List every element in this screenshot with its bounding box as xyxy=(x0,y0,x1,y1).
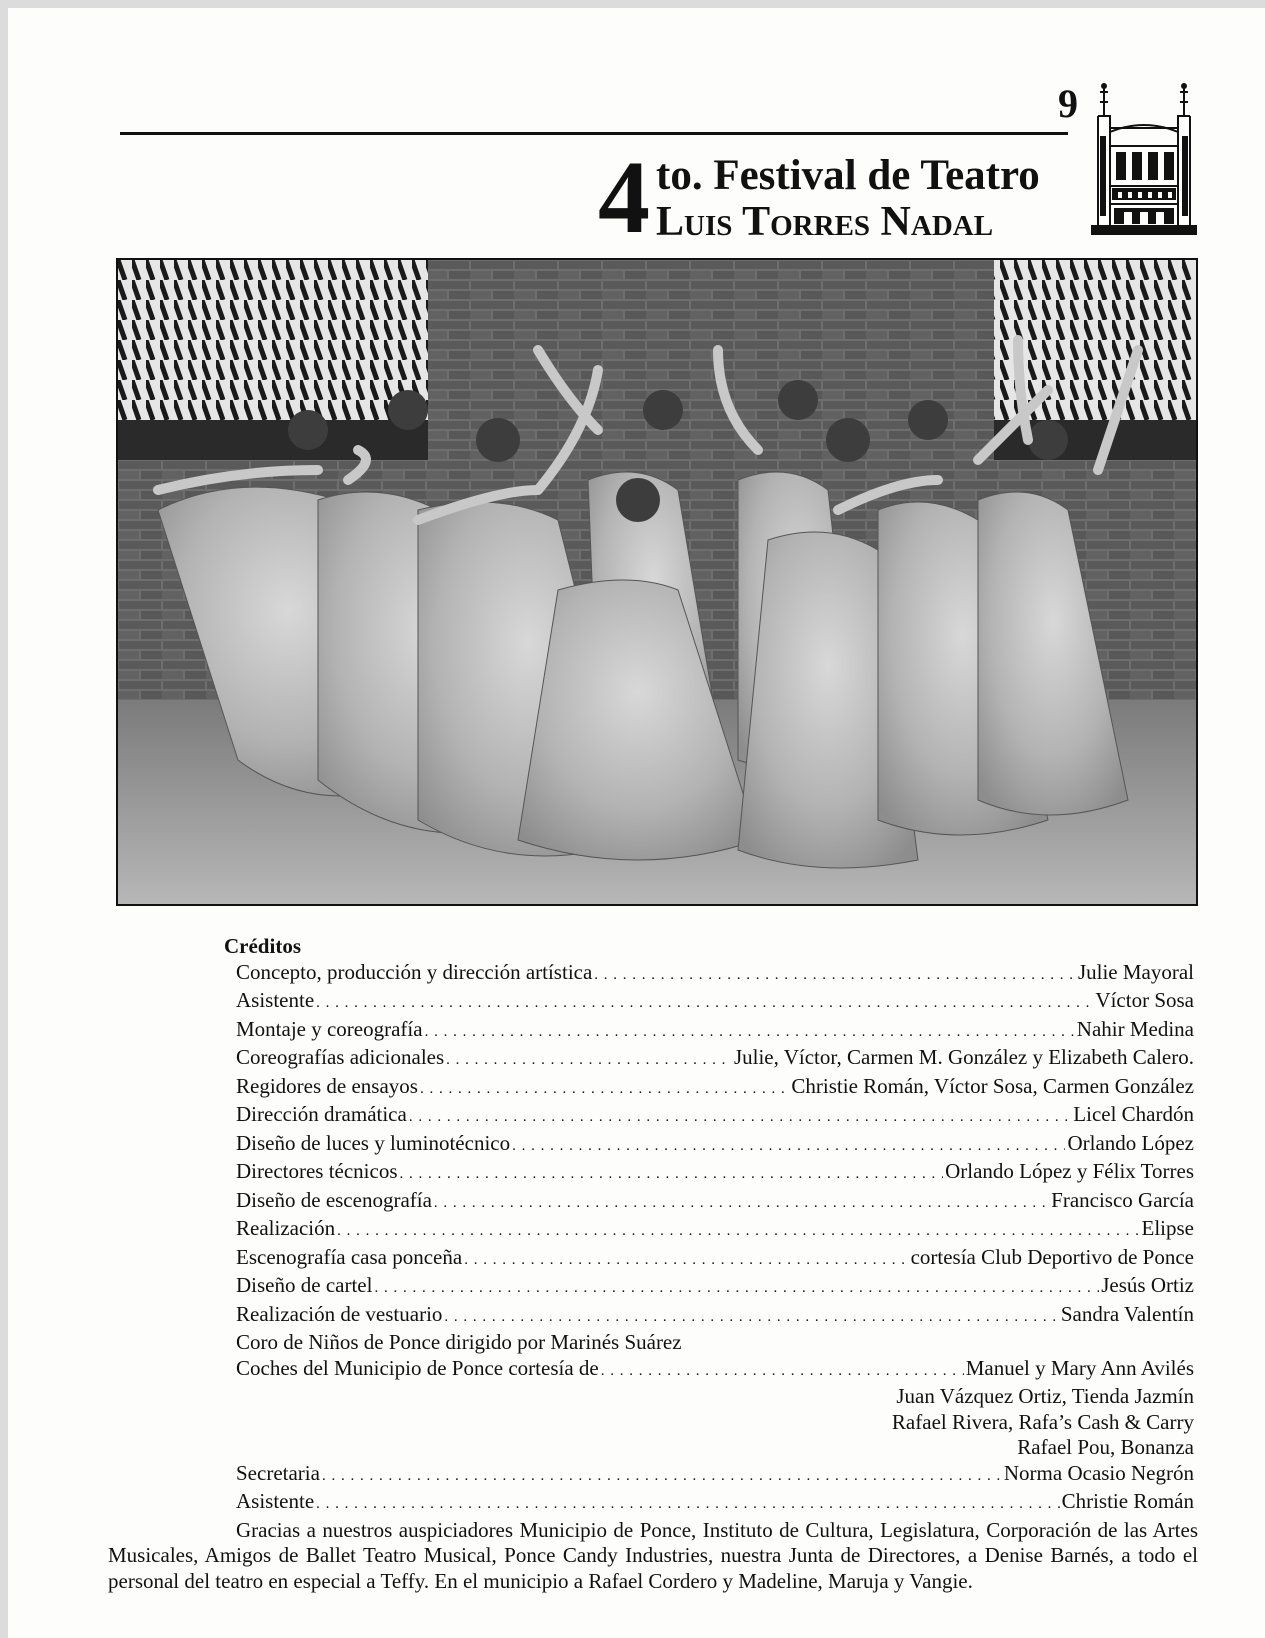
credit-name: Nahir Medina xyxy=(1076,1016,1194,1041)
credit-name: Sandra Valentín xyxy=(1060,1301,1194,1326)
coaches-credit-row xyxy=(236,1356,1194,1385)
credit-name: Licel Chardón xyxy=(1073,1102,1194,1126)
coaches-extra-line: Juan Vázquez Ortiz, Tienda Jazmín xyxy=(896,1384,1194,1408)
credit-name: Elipse xyxy=(1141,1216,1194,1240)
credit-row xyxy=(236,1461,1194,1490)
dancers-photo xyxy=(116,258,1198,906)
credit-name: Julie, Víctor, Carmen M. González y Elizabeth Calero. xyxy=(733,1045,1194,1069)
credit-role: Concepto, producción y dirección artística xyxy=(236,959,593,984)
coaches-extra-line: Rafael Pou, Bonanza xyxy=(1017,1435,1194,1459)
credit-role: Directores técnicos xyxy=(236,1159,398,1183)
credit-name: Orlando López xyxy=(1067,1130,1194,1155)
credit-role: Coches del Municipio de Ponce cortesía de xyxy=(236,1355,599,1380)
credit-row xyxy=(236,1188,1194,1217)
credit-role: Montaje y coreografía xyxy=(236,1016,423,1041)
credit-row xyxy=(236,960,1194,989)
coaches-extra-line: Rafael Rivera, Rafa’s Cash & Carry xyxy=(891,1409,1194,1434)
credit-role: Realización de vestuario xyxy=(236,1301,443,1326)
dot-leader xyxy=(425,1020,1075,1046)
credit-row xyxy=(236,1245,1194,1274)
credit-name: Christie Román xyxy=(1061,1489,1194,1513)
credit-row xyxy=(236,1159,1194,1188)
credit-role: Regidores de ensayos xyxy=(236,1073,418,1098)
page-number: 9 xyxy=(1058,81,1078,126)
credit-role: Realización xyxy=(236,1216,336,1240)
credit-role: Asistente xyxy=(236,988,315,1012)
credit-role: Diseño de cartel xyxy=(236,1273,373,1297)
credit-name: Francisco García xyxy=(1051,1187,1194,1212)
credit-row xyxy=(236,1489,1194,1518)
acknowledgements-paragraph: Gracias a nuestros auspiciadores Municipio de Ponce, Instituto de Cultura, Legislatura, Corporación de las Artes Musicales, Amigos de Ballet Teatro Musical, Ponce Candy Industries, nuestra Junta de Directores, a Denise Barnés, a todo el personal del teatro en especial a Teffy. En el municipio a Rafael Cordero y Madeline, Maruja y Vangie. xyxy=(108,1517,1198,1593)
dot-leader xyxy=(446,1048,732,1074)
credit-row xyxy=(236,1273,1194,1302)
dot-leader xyxy=(374,1276,1099,1302)
dot-leader xyxy=(512,1134,1065,1160)
credit-row xyxy=(236,1102,1194,1131)
dot-leader xyxy=(594,963,1076,989)
credit-row xyxy=(236,1302,1194,1331)
dot-leader xyxy=(444,1305,1058,1331)
dot-leader xyxy=(601,1359,964,1385)
dot-leader xyxy=(434,1191,1049,1217)
credits-heading: Créditos xyxy=(224,934,301,958)
dot-leader xyxy=(464,1248,908,1274)
credit-role: Escenografía casa ponceña xyxy=(236,1244,463,1269)
credit-name: Orlando López y Félix Torres xyxy=(945,1159,1194,1183)
credit-name: Víctor Sosa xyxy=(1095,988,1194,1012)
dot-leader xyxy=(400,1162,944,1188)
header-rule xyxy=(120,132,1068,135)
credit-row xyxy=(236,1045,1194,1074)
theatre-building-logo xyxy=(1088,76,1200,236)
credit-row xyxy=(236,1017,1194,1046)
credits-section xyxy=(108,934,1198,1594)
ordinal-number: 4 xyxy=(598,140,650,255)
credit-name: Jesús Ortiz xyxy=(1101,1273,1194,1297)
choir-credit: Coro de Niños de Ponce dirigido por Marinés Suárez xyxy=(236,1330,682,1354)
festival-subtitle: Luis Torres Nadal xyxy=(656,199,994,245)
dot-leader xyxy=(409,1105,1071,1131)
dot-leader xyxy=(337,1219,1139,1245)
credit-name: cortesía Club Deportivo de Ponce xyxy=(910,1244,1194,1269)
credit-role: Diseño de luces y luminotécnico xyxy=(236,1130,511,1155)
credit-name: Norma Ocasio Negrón xyxy=(1003,1460,1194,1485)
credit-role: Secretaria xyxy=(236,1460,320,1485)
program-page xyxy=(8,8,1265,1638)
credit-name: Julie Mayoral xyxy=(1077,959,1194,984)
credit-row xyxy=(236,988,1194,1017)
credit-name: Manuel y Mary Ann Avilés xyxy=(965,1355,1194,1380)
festival-title: to. Festival de Teatro xyxy=(656,152,1040,199)
dot-leader xyxy=(316,1492,1059,1518)
credit-row xyxy=(236,1074,1194,1103)
credit-row xyxy=(236,1131,1194,1160)
credit-row xyxy=(236,1216,1194,1245)
credit-role: Coreografías adicionales xyxy=(236,1045,445,1069)
dot-leader xyxy=(420,1077,789,1103)
credit-role: Asistente xyxy=(236,1489,315,1513)
dot-leader xyxy=(322,1464,1002,1490)
credit-role: Diseño de escenografía xyxy=(236,1187,432,1212)
dot-leader xyxy=(316,991,1093,1017)
credit-role: Dirección dramática xyxy=(236,1102,407,1126)
credit-name: Christie Román, Víctor Sosa, Carmen González xyxy=(791,1073,1194,1098)
